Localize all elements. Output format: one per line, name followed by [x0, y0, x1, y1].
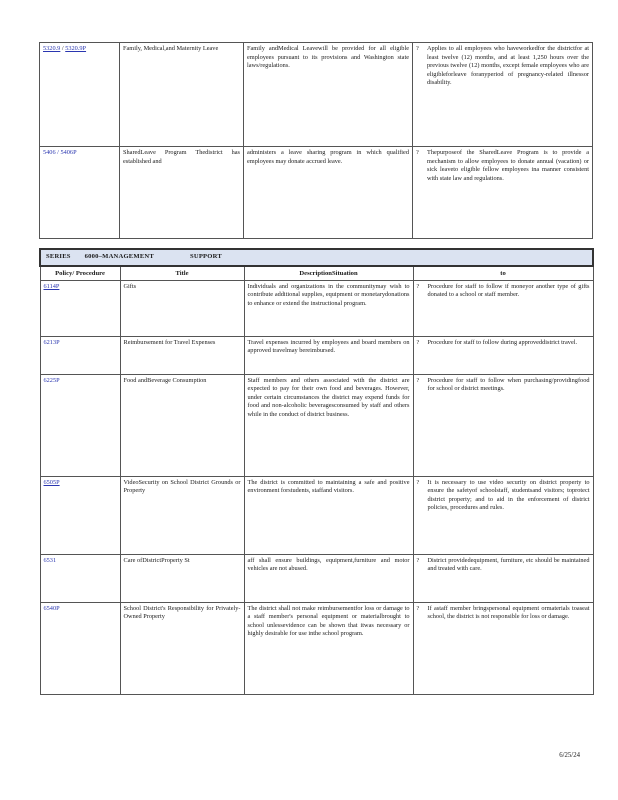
situation-cell: ? Applies to all employees who haveworkedfor the districtfor at least twelve (12) months, and at least 1,250 hours over the previous twelve (12) months, except female employees who are eligibleforleave foranyperiod of pregnancy-related illnessor disability. [413, 43, 593, 147]
policy-link[interactable]: 6114P [43, 282, 60, 290]
policy-link[interactable]: 5320.9 [43, 45, 61, 52]
situation-cell: ? It is necessary to use video security on district property to ensure the safetyof schoolstaff, studentsand visitors; toprotect district property; and to aid in the enforcement of district policies, procedures and rules. [413, 476, 593, 554]
series-name: SUPPORT [189, 253, 222, 260]
bullet-icon: ? [416, 556, 420, 564]
bullet-icon: ? [416, 338, 420, 346]
series-number: 6000–MANAGEMENT [84, 253, 154, 260]
policy-cell: 6225P [40, 374, 120, 476]
situation-cell: ? District providedequipment, furniture, etc should be maintained and treated with care. [413, 554, 593, 602]
series-5000-table [39, 42, 593, 239]
bullet-icon: ? [416, 478, 420, 486]
title-cell: Gifts [120, 280, 244, 336]
header-policy: Policy/ Procedure [40, 266, 120, 281]
bullet-icon: ? [416, 45, 419, 52]
bullet-icon: ? [416, 604, 420, 612]
description-cell: Staff members and others associated with the district are expected to pay for their own food and beverages. However, under certain circumstances the district may expend funds for food and non-alcoholic beveragesconsumed by staff and others while in the conduct of district business. [244, 374, 413, 476]
title-cell: Reimbursement for Travel Expenses [120, 336, 244, 374]
header-situation: to [413, 266, 593, 281]
bullet-icon: ? [416, 376, 420, 384]
description-cell: The district shall not make reimbursementfor loss or damage to a staff member's personal equipment or materialbrought to school unlessevidence can be shown that itwas necessary or highly desirable for use inthe school program. [244, 602, 413, 694]
header-title: Title [120, 266, 244, 281]
title-cell: School District's Responsibility for Privately-Owned Property [120, 602, 244, 694]
series-label: SERIES [46, 253, 71, 260]
series-6000-table [39, 248, 594, 695]
column-header-row [40, 266, 593, 281]
bullet-icon: ? [416, 149, 419, 156]
description-cell: aff shall ensure buildings, equipment,furniture and motor vehicles are not abused. [244, 554, 413, 602]
description-cell: Individuals and organizations in the communitymay wish to contribute additional supplies, equipment or monetarydonations to enhance or extend the instructional program. [244, 280, 413, 336]
document-page [39, 42, 592, 695]
description-cell: administers a leave sharing program in which qualified employees may donate accrued leave. [244, 147, 413, 239]
situation-cell: ? Procedure for staff to follow if moneyor another type of gifts donated to a school or staff member. [413, 280, 593, 336]
table-row [40, 374, 593, 476]
policy-link[interactable]: 5320.9P [65, 45, 87, 52]
policy-cell: 6531 [40, 554, 120, 602]
situation-cell: ? If astaff member bringspersonal equipment ormaterials toaseat school, the district is not responsible for loss or damage. [413, 602, 593, 694]
table-row [40, 280, 593, 336]
title-cell: SharedLeave Program Thedistrict has established and [120, 147, 244, 239]
policy-cell [40, 280, 120, 336]
situation-cell: ? Procedure for staff to follow during approveddistrict travel. [413, 336, 593, 374]
description-cell: Family andMedical Leavewill be provided for all eligible employees pursuant to its provisions and Washington state laws/regulations. [244, 43, 413, 147]
bullet-icon: ? [416, 282, 420, 290]
policy-cell: 6213P [40, 336, 120, 374]
series-heading-row [40, 249, 593, 266]
series-heading [40, 249, 593, 266]
policy-cell [40, 476, 120, 554]
footer-date: 6/25/24 [559, 752, 580, 759]
policy-cell: 5406 / 5406P [40, 147, 120, 239]
title-cell: Care ofDistrictProperty St [120, 554, 244, 602]
description-cell: Travel expenses incurred by employees and board members on approved travelmay bereimbursed. [244, 336, 413, 374]
title-cell: Food andBeverage Consumption [120, 374, 244, 476]
description-cell: The district is committed to maintaining a safe and positive environment forstudents, staffand visitors. [244, 476, 413, 554]
table-row [40, 43, 593, 147]
policy-separator: / [60, 45, 66, 52]
title-cell: Family, Medical,and Maternity Leave [120, 43, 244, 147]
table-row [40, 554, 593, 602]
header-description: DescriptionSituation [244, 266, 413, 281]
title-cell: VideoSecurity on School District Grounds or Property [120, 476, 244, 554]
table-row [40, 336, 593, 374]
table-row [40, 147, 593, 239]
table-row [40, 602, 593, 694]
section-gap [39, 239, 592, 248]
policy-cell [40, 43, 120, 147]
table-row [40, 476, 593, 554]
situation-cell: ? Procedure for staff to follow when purchasing/providingfood for school or district meetings. [413, 374, 593, 476]
policy-link[interactable]: 6505P [43, 478, 60, 486]
situation-cell: ? Thepurposeof the SharedLeave Program is to provide a mechanism to allow employees to donate annual (vacation) or sick leaveto eligible fellow employees ina manner consistent with state law and regulations. [413, 147, 593, 239]
policy-cell: 6540P [40, 602, 120, 694]
